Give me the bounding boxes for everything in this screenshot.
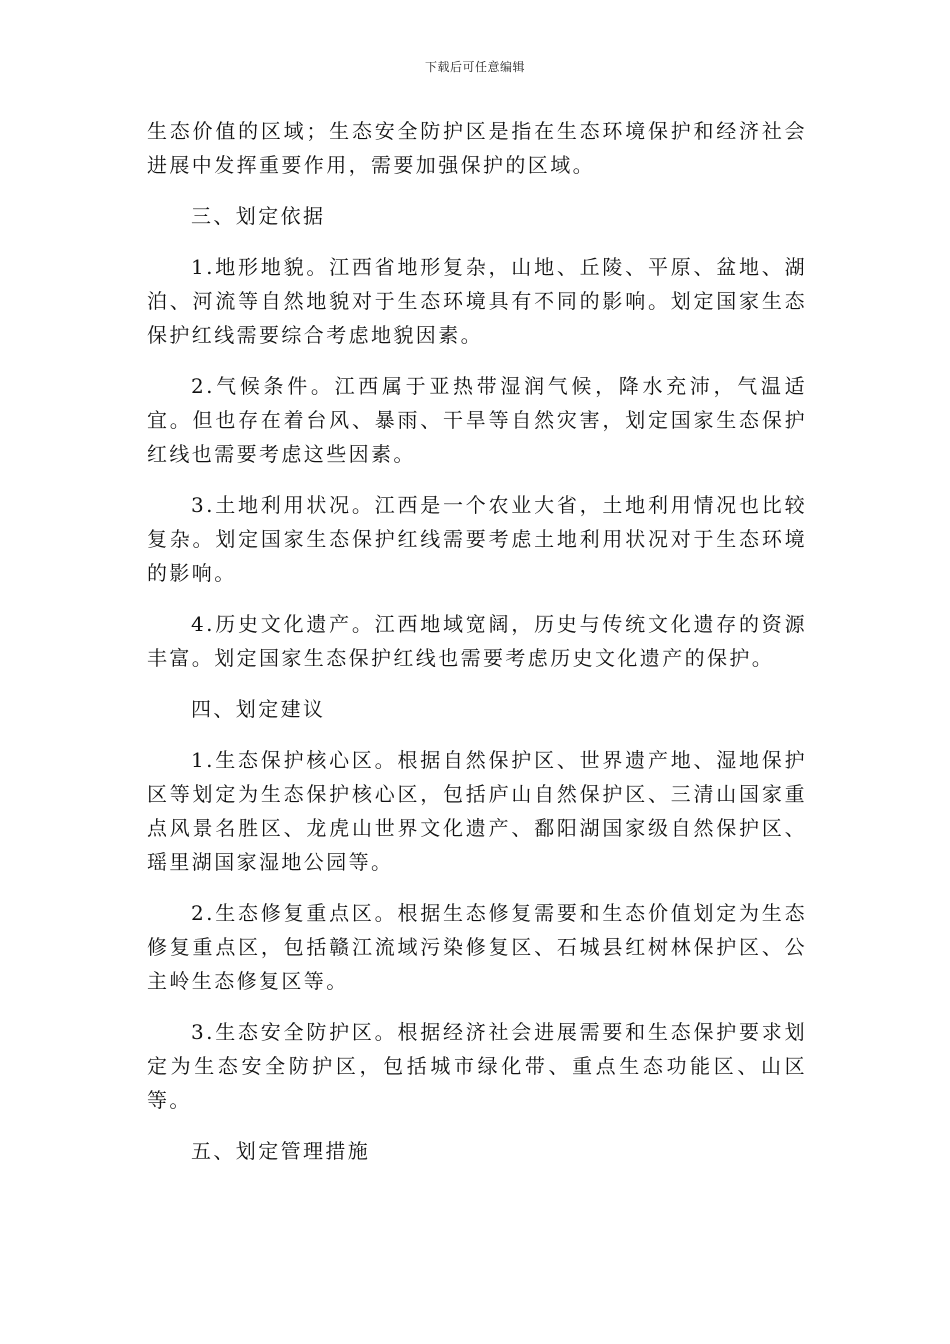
section-heading-4: 四、划定建议 (191, 697, 326, 721)
page-header: 下载后可任意编辑 (424, 60, 525, 74)
section-heading-3: 三、划定依据 (191, 204, 326, 228)
section-heading-5: 五、划定管理措施 (191, 1139, 371, 1163)
paragraph-intro: 生态价值的区域；生态安全防护区是指在生态环境保护和经济社会进展中发挥重要作用，需要加强保护的区域。 (147, 119, 807, 177)
document-body (147, 114, 807, 1185)
paragraph-security-zone: 3.生态安全防护区。根据经济社会进展需要和生态保护要求划定为生态安全防护区，包括城市绿化带、重点生态功能区、山区等。 (147, 1020, 807, 1112)
paragraph-land-use: 3.土地利用状况。江西是一个农业大省，土地利用情况也比较复杂。划定国家生态保护红线需要考虑土地利用状况对于生态环境的影响。 (147, 493, 807, 585)
paragraph-core-zone: 1.生态保护核心区。根据自然保护区、世界遗产地、湿地保护区等划定为生态保护核心区，包括庐山自然保护区、三清山国家重点风景名胜区、龙虎山世界文化遗产、鄱阳湖国家级自然保护区、瑶里湖国家湿地公园等。 (147, 748, 807, 874)
paragraph-restoration-zone: 2.生态修复重点区。根据生态修复需要和生态价值划定为生态修复重点区，包括赣江流域污染修复区、石城县红树林保护区、公主岭生态修复区等。 (147, 901, 807, 993)
paragraph-heritage: 4.历史文化遗产。江西地域宽阔，历史与传统文化遗存的资源丰富。划定国家生态保护红线也需要考虑历史文化遗产的保护。 (147, 612, 807, 670)
paragraph-climate: 2.气候条件。江西属于亚热带湿润气候，降水充沛，气温适宜。但也存在着台风、暴雨、干旱等自然灾害，划定国家生态保护红线也需要考虑这些因素。 (147, 374, 807, 466)
paragraph-terrain: 1.地形地貌。江西省地形复杂，山地、丘陵、平原、盆地、湖泊、河流等自然地貌对于生态环境具有不同的影响。划定国家生态保护红线需要综合考虑地貌因素。 (147, 255, 807, 347)
